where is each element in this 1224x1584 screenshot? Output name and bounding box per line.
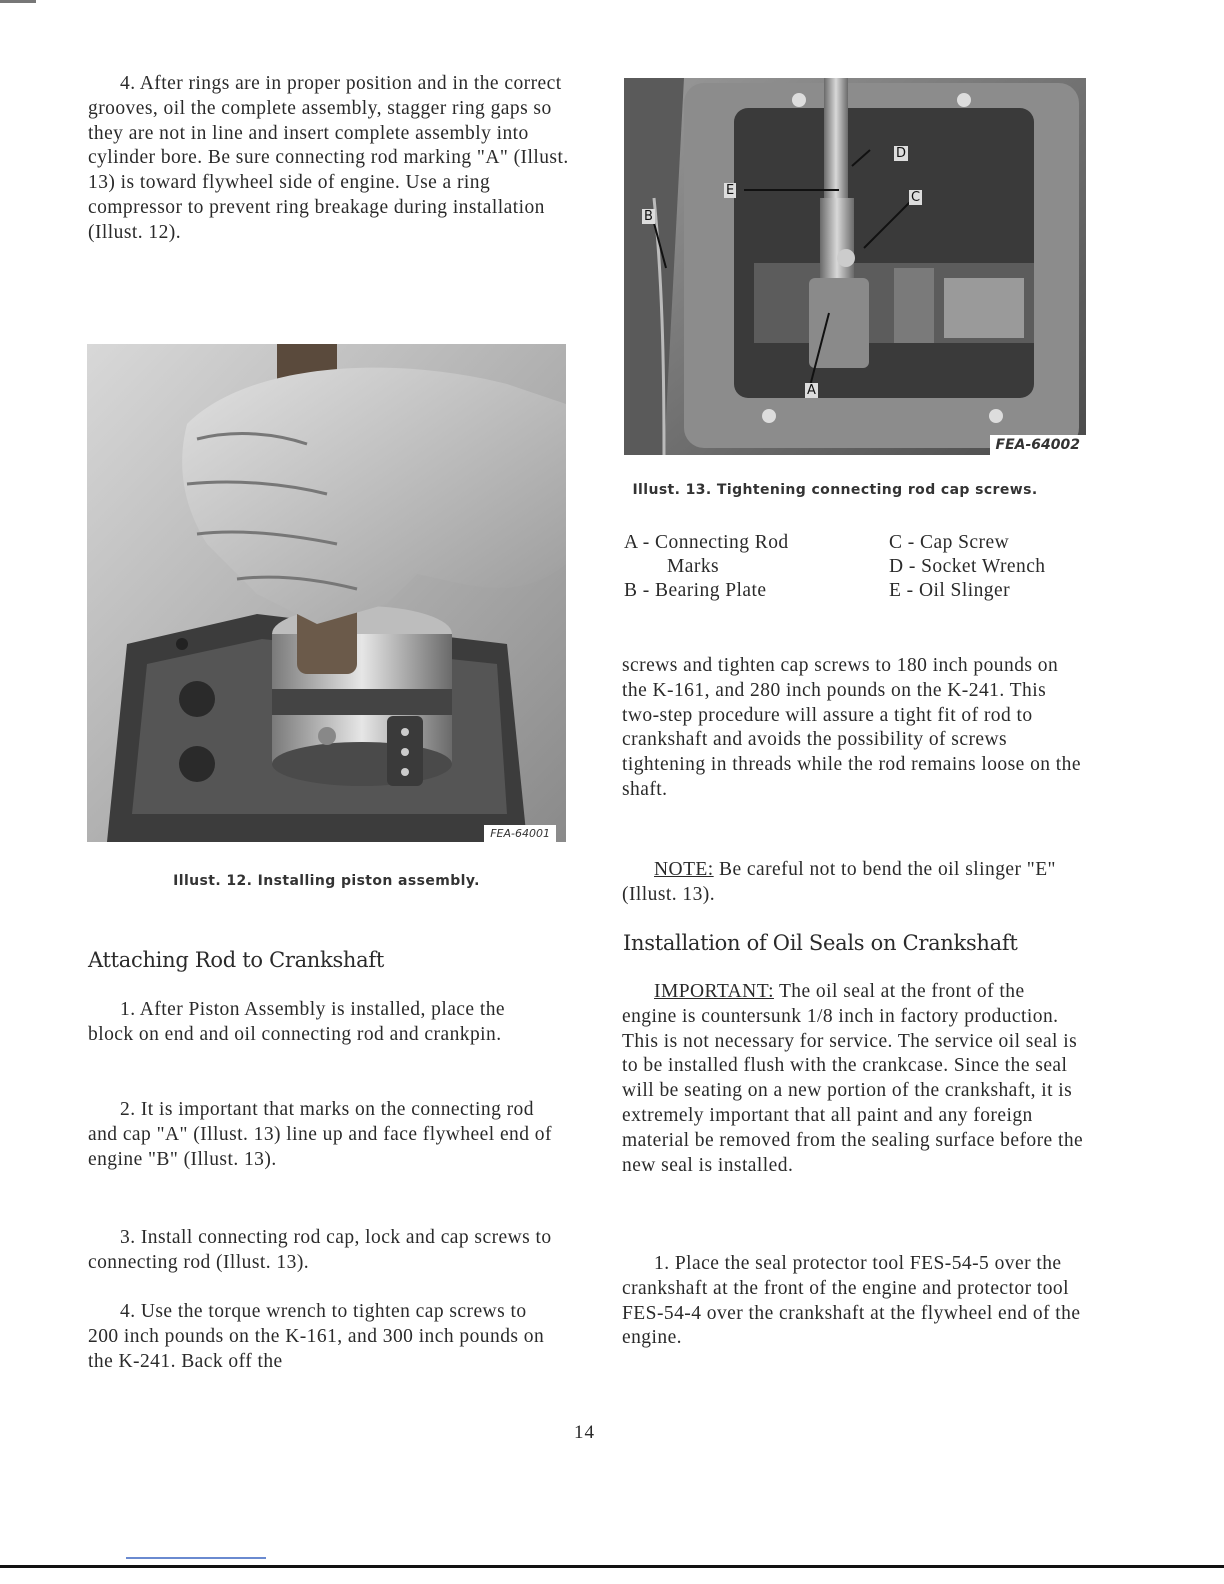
- section-heading-oil-seals: Installation of Oil Seals on Crankshaft: [623, 931, 1018, 955]
- note-label: NOTE:: [654, 859, 714, 880]
- attach-step-1: 1. After Piston Assembly is installed, place the block on end and oil connecting rod and crankpin.: [88, 999, 506, 1045]
- attach-step-3: 3. Install connecting rod cap, lock and cap screws to connecting rod (Illust. 13).: [88, 1227, 552, 1273]
- illust12-caption: Illust. 12. Installing piston assembly.: [173, 873, 480, 889]
- important-text: The oil seal at the front of the engine is countersunk 1/8 inch in factory production. This is not necessary for service. The service oil seal is to be installed flush with the crankcase. Since the seal will be seating on a new portion of the crankshaft, it is extremely important that all paint and any foreign material be removed from the sealing surface before the new seal is installed.: [622, 981, 1084, 1176]
- legend-b: B - Bearing Plate: [624, 580, 767, 601]
- section-heading-attaching-rod: Attaching Rod to Crankshaft: [88, 948, 384, 972]
- label-b: B: [644, 209, 653, 224]
- label-d: D: [896, 146, 907, 161]
- piston-install-photo: [87, 344, 566, 842]
- bottom-rule: [0, 1565, 1224, 1568]
- illust12-code: FEA-64001: [484, 825, 556, 842]
- attach-step-4: 4. Use the torque wrench to tighten cap screws to 200 inch pounds on the K-161, and 300 inch pounds on the K-241. Back off the: [88, 1301, 545, 1372]
- legend-a: A - Connecting Rod: [624, 532, 789, 553]
- important-label: IMPORTANT:: [654, 981, 774, 1002]
- connecting-rod-photo: [624, 78, 1086, 455]
- legend-c: C - Cap Screw: [889, 532, 1010, 553]
- step4-paragraph: 4. After rings are in proper position and in the correct grooves, oil the complete assembly, stagger ring gaps so they are not in line and insert complete assembly into cylinder bore. Be sure connecting rod marking "A" (Illust. 13) is toward flywheel side of engine. Use a ring compressor to prevent ring breakage during installation (Illust. 12).: [88, 73, 569, 243]
- seal-step-1: 1. Place the seal protector tool FES-54-5 over the crankshaft at the front of the engine and protector tool FES-54-4 over the crankshaft at the flywheel end of the engine.: [622, 1253, 1081, 1349]
- continue-paragraph: screws and tighten cap screws to 180 inch pounds on the K-161, and 280 inch pounds on the K-241. This two-step procedure will assure a tight fit of rod to crankshaft and avoids the possibility of screws tightening in threads while the rod remains loose on the shaft.: [622, 655, 1081, 800]
- legend-d: D - Socket Wrench: [889, 556, 1046, 577]
- note-paragraph: [622, 858, 1072, 908]
- illust12-photo: [87, 344, 566, 842]
- illust13-photo: [624, 78, 1086, 455]
- legend-a-cont: Marks: [667, 556, 720, 577]
- attach-step-2: 2. It is important that marks on the connecting rod and cap "A" (Illust. 13) line up and face flywheel end of engine "B" (Illust. 13).: [88, 1099, 552, 1170]
- note-text: Be careful not to bend the oil slinger "E" (Illust. 13).: [622, 859, 1056, 905]
- page-number: 14: [574, 1422, 595, 1443]
- bottom-blue-mark: [126, 1557, 266, 1559]
- illust13-code: FEA-64002: [990, 435, 1086, 455]
- legend-e: E - Oil Slinger: [889, 580, 1011, 601]
- label-a: A: [807, 383, 816, 398]
- label-c: C: [911, 190, 921, 205]
- label-e: E: [726, 183, 735, 198]
- illust13-caption: Illust. 13. Tightening connecting rod cap screws.: [632, 482, 1038, 498]
- important-paragraph: [622, 980, 1084, 1178]
- corner-mark: [0, 0, 36, 3]
